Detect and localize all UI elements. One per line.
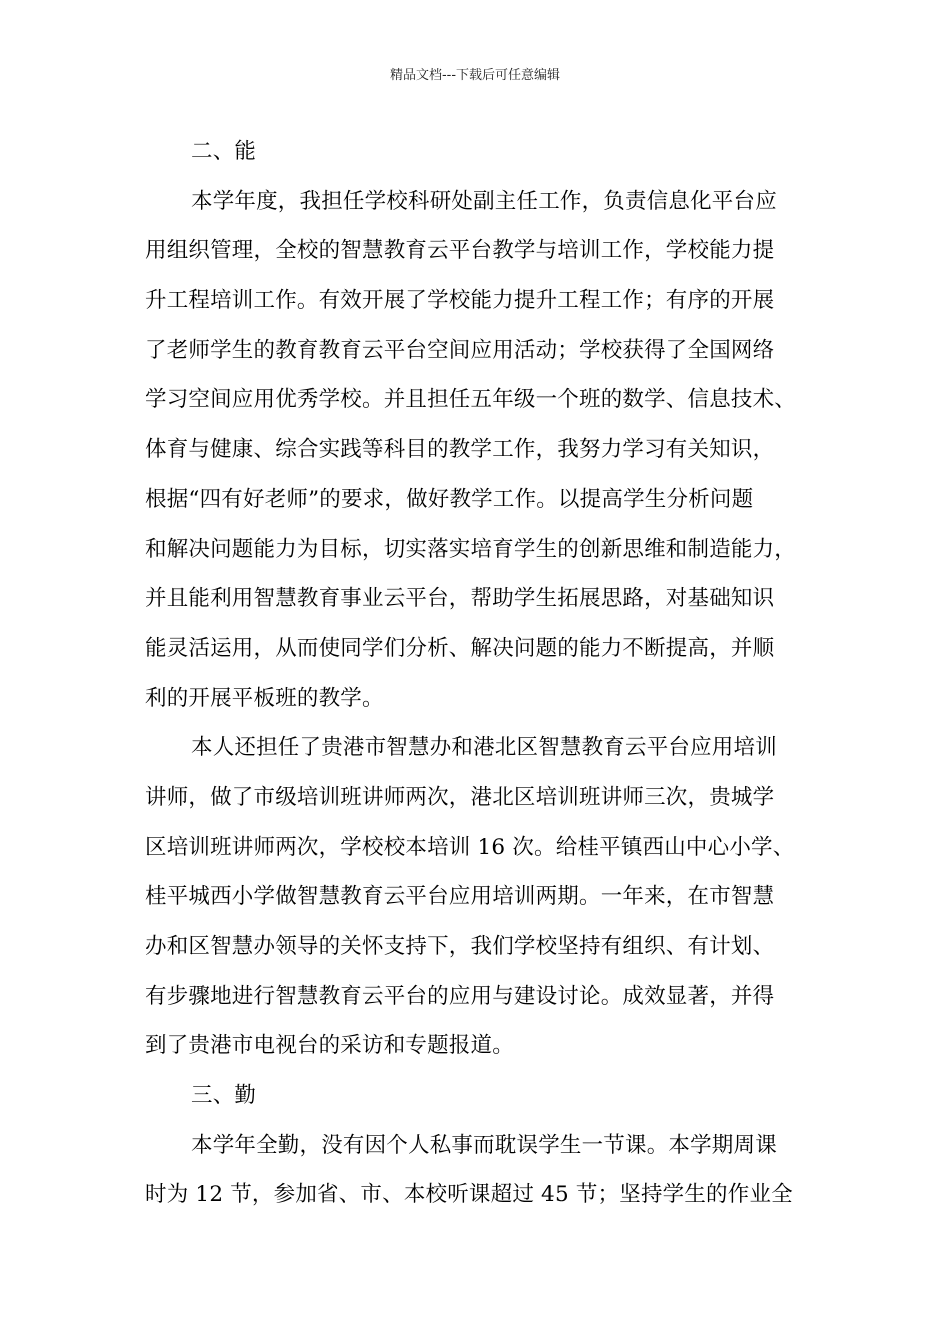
paragraph-line: 和解决问题能力为目标，切实落实培育学生的创新思维和制造能力，: [145, 536, 797, 562]
paragraph: [145, 723, 813, 1071]
paragraph-line: 体育与健康、综合实践等科目的教学工作，我努力学习有关知识，: [145, 437, 775, 463]
paragraph-line: 区培训班讲师两次，学校校本培训 16 次。给桂平镇西山中心小学、: [145, 834, 795, 860]
section-heading: 二、能: [191, 139, 257, 164]
paragraph-line: 讲师，做了市级培训班讲师两次，港北区培训班讲师三次，贵城学: [145, 784, 775, 810]
paragraph-line: 了老师学生的教育教育云平台空间应用活动；学校获得了全国网络: [145, 337, 775, 363]
paragraph-line: 升工程培训工作。有效开展了学校能力提升工程工作；有序的开展: [145, 288, 775, 314]
paragraph-line: 利的开展平板班的教学。: [145, 685, 384, 711]
paragraph-line: 时为 12 节，参加省、市、本校听课超过 45 节；坚持学生的作业全: [145, 1182, 793, 1208]
document-body: [145, 127, 813, 1220]
paragraph-line: 根据“四有好老师”的要求，做好教学工作。以提高学生分析问题: [145, 486, 754, 512]
paragraph-line: 本学年度，我担任学校科研处副主任工作，负责信息化平台应: [191, 188, 777, 214]
paragraph-line: 本学年全勤，没有因个人私事而耽误学生一节课。本学期周课: [191, 1132, 777, 1158]
paragraph-line: 办和区智慧办领导的关怀支持下，我们学校坚持有组织、有计划、: [145, 934, 775, 959]
section-heading: 三、勤: [191, 1083, 257, 1109]
paragraph-line: 有步骤地进行智慧教育云平台的应用与建设讨论。成效显著，并得: [145, 983, 775, 1009]
paragraph-line: 能灵活运用，从而使同学们分析、解决问题的能力不断提高，并顺: [145, 635, 775, 661]
paragraph-line: 本人还担任了贵港市智慧办和港北区智慧教育云平台应用培训: [191, 735, 777, 761]
paragraph-line: 用组织管理，全校的智慧教育云平台教学与培训工作，学校能力提: [145, 238, 775, 264]
paragraph-line: 学习空间应用优秀学校。并且担任五年级一个班的数学、信息技术、: [145, 387, 797, 413]
paragraph-line: 桂平城西小学做智慧教育云平台应用培训两期。一年来，在市智慧: [145, 884, 775, 910]
paragraph: [145, 177, 813, 724]
paragraph-line: 到了贵港市电视台的采访和专题报道。: [145, 1033, 514, 1059]
paragraph-line: 并且能利用智慧教育事业云平台，帮助学生拓展思路，对基础知识: [145, 586, 775, 612]
paragraph: [145, 1121, 813, 1220]
page-header: 精品文档---下载后可任意编辑: [389, 68, 561, 83]
